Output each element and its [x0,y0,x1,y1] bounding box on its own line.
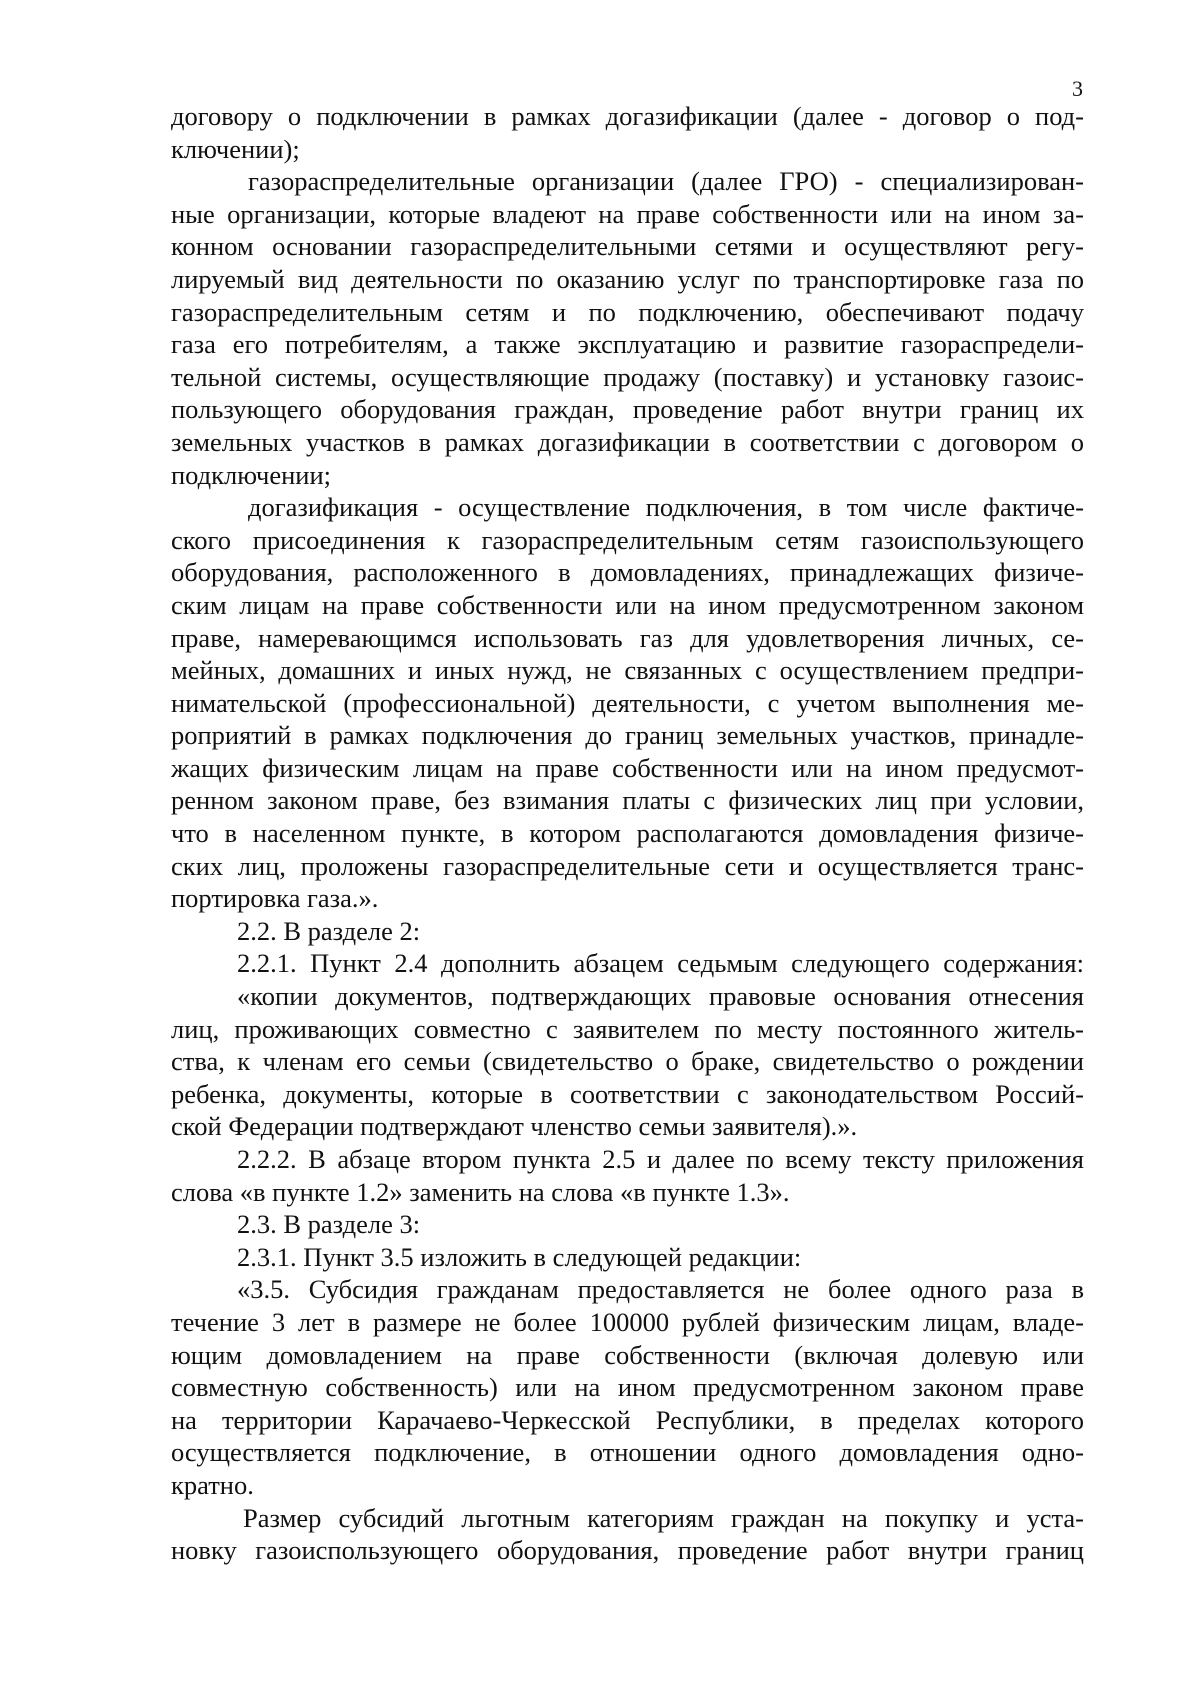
text-line: «копии документов, подтверждающих правовые основания отнесения [237,981,1084,1012]
text-line: ющим домовладением на праве собственности (включая долевую или [171,1339,1084,1370]
text-line: земельных участков в рамках догазификации в соответствии с договором о [171,426,1084,457]
text-line: ребенка, документы, которые в соответствии с законодательством Россий- [171,1078,1084,1109]
text-line: мейных, домашних и иных нужд, не связанных с осуществлением предпри- [171,655,1084,686]
text-line: 2.3.1. Пункт 3.5 изложить в следующей редакции: [237,1241,802,1272]
text-line: нимательской (профессиональной) деятельности, с учетом выполнения ме- [171,687,1084,718]
text-line: портировка газа.». [171,883,379,914]
text-line: слова «в пункте 1.2» заменить на слова «в пункте 1.3». [171,1176,790,1207]
text-line: ских лиц, проложены газораспределительные сети и осуществляется транс- [171,850,1084,881]
text-line: 2.2.1. Пункт 2.4 дополнить абзацем седьмым следующего содержания: [237,948,1084,979]
text-line: пользующего оборудования граждан, проведение работ внутри границ их [171,394,1084,425]
text-line: кратно. [171,1469,254,1500]
text-line: на территории Карачаево-Черкесской Республики, в пределах которого [171,1404,1084,1435]
text-line: ской Федерации подтверждают членство семьи заявителя).». [171,1111,858,1142]
text-line: ского присоединения к газораспределительным сетям газоиспользующего [171,524,1084,555]
text-line: ренном законом праве, без взимания платы с физических лиц при условии, [171,785,1084,816]
text-line: ства, к членам его семьи (свидетельство о браке, свидетельство о рождении [171,1046,1084,1077]
text-line: конном основании газораспределительными сетями и осуществляют регу- [171,231,1084,262]
text-line: 2.2.2. В абзаце втором пункта 2.5 и далее по всему тексту приложения [237,1144,1084,1174]
text-line: «3.5. Субсидия гражданам предоставляется не более одного раза в [237,1274,1084,1305]
text-line: ключении); [171,133,300,164]
text-line: что в населенном пункте, в котором располагаются домовладения физиче- [171,818,1084,849]
document-body [171,100,1084,1567]
text-line: догазификация - осуществление подключения, в том числе фактиче- [248,492,1084,523]
text-line: оборудования, расположенного в домовладениях, принадлежащих физиче- [171,557,1084,588]
text-line: жащих физическим лицам на праве собственности или на ином предусмот- [171,752,1084,783]
text-line: совместную собственность) или на ином предусмотренном законом праве [171,1372,1084,1403]
text-line: новку газоиспользующего оборудования, проведение работ внутри границ [171,1535,1084,1566]
text-line: ные организации, которые владеют на праве собственности или на ином за- [171,198,1084,229]
text-line: осуществляется подключение, в отношении одного домовладения одно- [171,1437,1084,1468]
text-line: подключении; [171,459,332,490]
text-line: ским лицам на праве собственности или на ином предусмотренном законом [171,589,1084,620]
text-line: праве, намеревающимся использовать газ для удовлетворения личных, се- [171,622,1084,653]
text-line: договору о подключении в рамках догазификации (далее - договор о под- [171,101,1084,131]
text-line: течение 3 лет в размере не более 100000 рублей физическим лицам, владе- [171,1306,1084,1337]
text-line: лируемый вид деятельности по оказанию услуг по транспортировке газа по [171,263,1084,294]
text-line: роприятий в рамках подключения до границ земельных участков, принадле- [171,720,1084,751]
text-line: 2.3. В разделе 3: [237,1209,421,1240]
text-line: тельной системы, осуществляющие продажу (поставку) и установку газоис- [171,361,1084,392]
page-number: 3 [1072,76,1083,101]
text-line: Размер субсидий льготным категориям граждан на покупку и уста- [243,1502,1084,1533]
text-line: газораспределительным сетям и по подключению, обеспечивают подачу [171,296,1084,327]
text-line: лиц, проживающих совместно с заявителем по месту постоянного житель- [171,1013,1084,1044]
text-line: газа его потребителям, а также эксплуатацию и развитие газораспредели- [171,329,1084,360]
text-line: 2.2. В разделе 2: [237,915,421,946]
text-line: газораспределительные организации (далее ГРО) - специализирован- [248,166,1084,197]
